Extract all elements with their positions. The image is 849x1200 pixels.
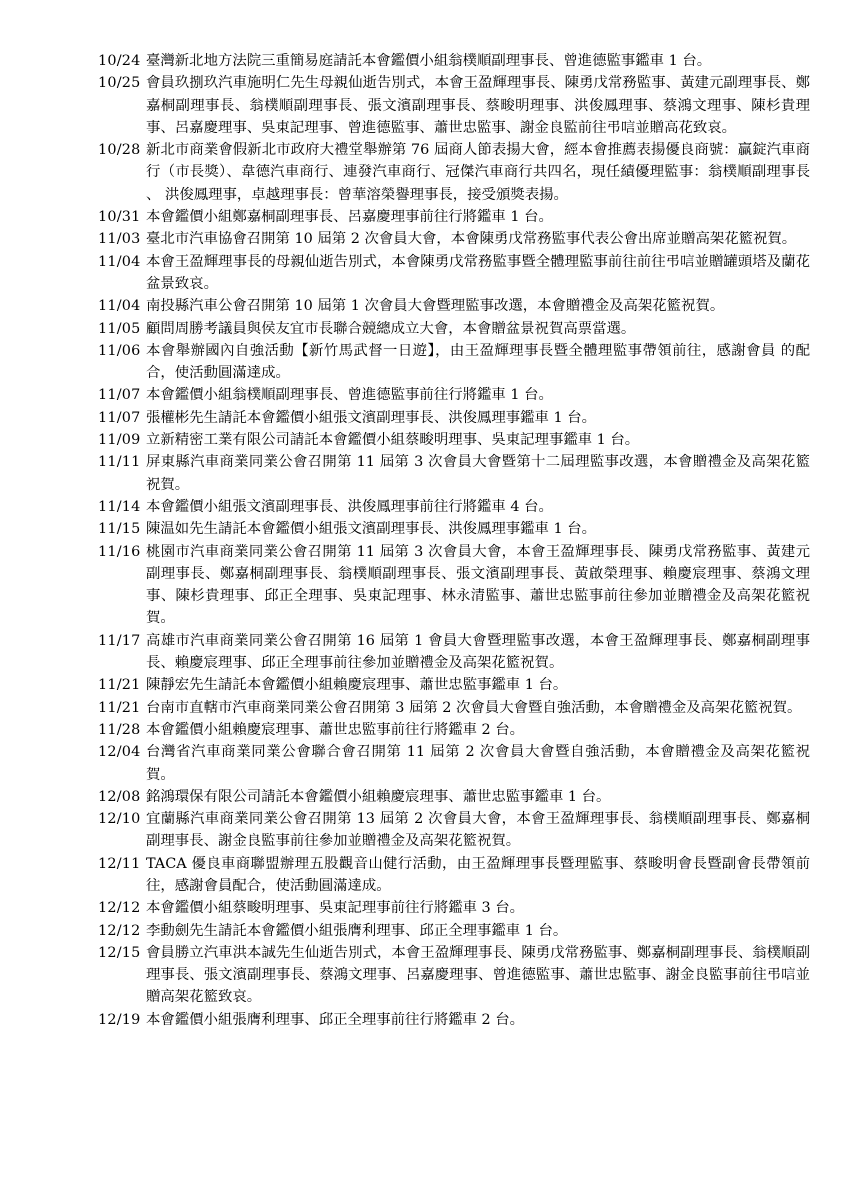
entry-date: 11/05	[98, 320, 141, 337]
log-entry	[98, 630, 810, 675]
event-log	[98, 50, 810, 1031]
log-entry	[98, 719, 810, 741]
entry-text: 本會鑑價小組賴慶宸理事、蕭世忠監事前往行將鑑車 2 台。	[146, 721, 525, 738]
entry-text: 立新精密工業有限公司請託本會鑑價小組蔡畯明理事、吳東記理事鑑車 1 台。	[146, 432, 640, 449]
entry-date: 12/19	[98, 1011, 141, 1028]
entry-date: 11/06	[98, 342, 141, 359]
entry-text: 會員玖捌玖汽車施明仁先生母親仙逝告別式，本會王盈輝理事長、陳勇戊常務監事、黃建元副理事長、鄭嘉桐副理事長、翁樸順副理事長、張文濱副理事長、蔡畯明理事、洪俊鳳理事、蔡鴻文理事、陳杉貴理事、呂嘉慶理事、吳東記理事、曾進德監事、蕭世忠監事、謝金良監前往弔唁並贈高花致哀。	[146, 75, 810, 136]
entry-date: 10/25	[98, 75, 141, 92]
entry-date: 11/16	[98, 543, 141, 560]
entry-text: 本會舉辦國內自強活動【新竹馬武督一日遊】，由王盈輝理事長暨全體理監事帶領前往，感謝會員 的配合，使活動圓滿達成。	[146, 342, 810, 382]
entry-date: 10/24	[98, 53, 141, 69]
entry-text: 桃園市汽車商業同業公會召開第 11 屆第 3 次會員大會，本會王盈輝理事長、陳勇戊常務監事、黃建元副理事長、鄭嘉桐副理事長、翁樸順副理事長、張文濱副理事長、黃啟榮理事、賴慶宸理事、蔡鴻文理事、陳杉貴理事、邱正全理事、吳東記理事、林永清監事、蕭世忠監事前往參加並贈禮金及高架花籃祝賀。	[146, 543, 810, 627]
log-entry	[98, 72, 810, 139]
entry-text: 會員勝立汽車洪本誠先生仙逝告別式，本會王盈輝理事長、陳勇戊常務監事、鄭嘉桐副理事長、翁樸順副理事長、張文濱副理事長、蔡鴻文理事、呂嘉慶理事、曾進德監事、蕭世忠監事、謝金良監事前往弔唁並贈高架花籃致哀。	[146, 944, 810, 1006]
log-entry	[98, 429, 810, 451]
log-entry	[98, 897, 810, 919]
entry-text: 本會王盈輝理事長的母親仙逝告別式，本會陳勇戊常務監事暨全體理監事前往前往弔唁並贈罐頭塔及蘭花盆景致哀。	[146, 253, 810, 292]
log-entry	[98, 50, 810, 72]
log-entry	[98, 295, 810, 317]
entry-text: TACA 優良車商聯盟辦理五股觀音山健行活動，由王盈輝理事長暨理監事、蔡畯明會長暨副會長帶領前往，感謝會員配合，使活動圓滿達成。	[146, 855, 810, 894]
entry-date: 11/17	[98, 632, 141, 649]
entry-text: 本會鑑價小組張膺利理事、邱正全理事前往行將鑑車 2 台。	[146, 1011, 525, 1028]
entry-date: 12/08	[98, 788, 141, 805]
entry-date: 11/21	[98, 677, 141, 694]
entry-text: 南投縣汽車公會召開第 10 屆第 1 次會員大會暨理監事改選，本會贈禮金及高架花籃祝賀。	[146, 298, 725, 315]
entry-date: 12/12	[98, 900, 141, 917]
entry-date: 11/28	[98, 721, 141, 738]
log-entry	[98, 206, 810, 228]
log-entry	[98, 251, 810, 296]
entry-text: 本會鑑價小組翁樸順副理事長、曾進德監事前往行將鑑車 1 台。	[146, 387, 553, 404]
entry-text: 臺灣新北地方法院三重簡易庭請託本會鑑價小組翁樸順副理事長、曾進德監事鑑車 1 台。	[146, 53, 712, 69]
entry-date: 12/04	[98, 744, 141, 761]
log-entry	[98, 407, 810, 429]
entry-date: 12/11	[98, 855, 141, 872]
entry-text: 台南市直轄市汽車商業同業公會召開第 3 屆第 2 次會員大會暨自強活動，本會贈禮金及高架花籃祝賀。	[146, 699, 802, 716]
log-entry	[98, 384, 810, 406]
entry-date: 11/04	[98, 298, 141, 315]
entry-date: 10/28	[98, 142, 141, 159]
entry-text: 台灣省汽車商業同業公會聯合會召開第 11 屆第 2 次會員大會暨自強活動，本會贈禮金及高架花籃祝賀。	[146, 744, 810, 783]
log-entry	[98, 451, 810, 496]
entry-date: 11/14	[98, 498, 141, 515]
log-entry	[98, 340, 810, 385]
log-entry	[98, 697, 810, 719]
entry-text: 本會鑑價小組鄭嘉桐副理事長、呂嘉慶理事前往行將鑑車 1 台。	[146, 209, 553, 226]
log-entry	[98, 1009, 810, 1031]
entry-text: 顧問周勝考議員與侯友宜市長聯合競總成立大會，本會贈盆景祝賀高票當選。	[146, 320, 636, 337]
entry-date: 11/15	[98, 521, 141, 538]
entry-text: 李動劍先生請託本會鑑價小組張膺利理事、邱正全理事鑑車 1 台。	[146, 922, 568, 939]
entry-date: 10/31	[98, 209, 141, 226]
log-entry	[98, 741, 810, 786]
entry-text: 張權彬先生請託本會鑑價小組張文濱副理事長、洪俊鳳理事鑑車 1 台。	[146, 409, 597, 426]
entry-text: 陳温如先生請託本會鑑價小組張文濱副理事長、洪俊鳳理事鑑車 1 台。	[146, 521, 597, 538]
log-entry	[98, 496, 810, 518]
log-entry	[98, 942, 810, 1009]
entry-text: 本會鑑價小組蔡畯明理事、吳東記理事前往行將鑑車 3 台。	[146, 900, 525, 917]
entry-text: 陳靜宏先生請託本會鑑價小組賴慶宸理事、蕭世忠監事鑑車 1 台。	[146, 677, 568, 694]
entry-date: 11/03	[98, 231, 141, 248]
entry-text: 本會鑑價小組張文濱副理事長、洪俊鳳理事前往行將鑑車 4 台。	[146, 498, 553, 515]
log-entry	[98, 228, 810, 250]
log-entry	[98, 518, 810, 540]
entry-date: 11/04	[98, 253, 141, 270]
log-entry	[98, 853, 810, 898]
log-entry	[98, 786, 810, 808]
entry-date: 11/07	[98, 387, 141, 404]
entry-text: 臺北市汽車協會召開第 10 屆第 2 次會員大會，本會陳勇戊常務監事代表公會出席並贈高架花籃祝賀。	[146, 231, 797, 248]
entry-date: 11/11	[98, 454, 141, 471]
log-entry	[98, 920, 810, 942]
entry-text: 高雄市汽車商業同業公會召開第 16 屆第 1 會員大會暨理監事改選，本會王盈輝理事長、鄭嘉桐副理事長、賴慶宸理事、邱正全理事前往參加並贈禮金及高架花籃祝賀。	[146, 632, 810, 672]
log-entry	[98, 541, 810, 630]
entry-text: 宜蘭縣汽車商業同業公會召開第 13 屆第 2 次會員大會，本會王盈輝理事長、翁樸順副理事長、鄭嘉桐副理事長、謝金良監事前往參加並贈禮金及高架花籃祝賀。	[146, 811, 810, 850]
entry-date: 12/12	[98, 922, 141, 939]
entry-date: 11/21	[98, 699, 141, 716]
entry-date: 11/07	[98, 409, 141, 426]
entry-text: 銘鴻環保有限公司請託本會鑑價小組賴慶宸理事、蕭世忠監事鑑車 1 台。	[146, 788, 611, 805]
entry-date: 12/15	[98, 944, 141, 961]
log-entry	[98, 808, 810, 853]
entry-text: 屏東縣汽車商業同業公會召開第 11 屆第 3 次會員大會暨第十二屆理監事改選，本會贈禮金及高架花籃祝賀。	[146, 454, 810, 493]
entry-date: 12/10	[98, 811, 141, 828]
entry-text: 新北市商業會假新北市政府大禮堂舉辦第 76 屆商人節表揚大會，經本會推薦表揚優良商號：贏錠汽車商行（市長獎）、韋德汽車商行、連發汽車商行、冠傑汽車商行共四名，現任績優理監事：翁樸順副理事長 、 洪俊鳳理事，卓越理事長：曾華溶榮譽理事長，接受頒獎表揚。	[146, 142, 810, 203]
log-entry	[98, 674, 810, 696]
entry-date: 11/09	[98, 432, 141, 449]
log-entry	[98, 139, 810, 206]
log-entry	[98, 318, 810, 340]
